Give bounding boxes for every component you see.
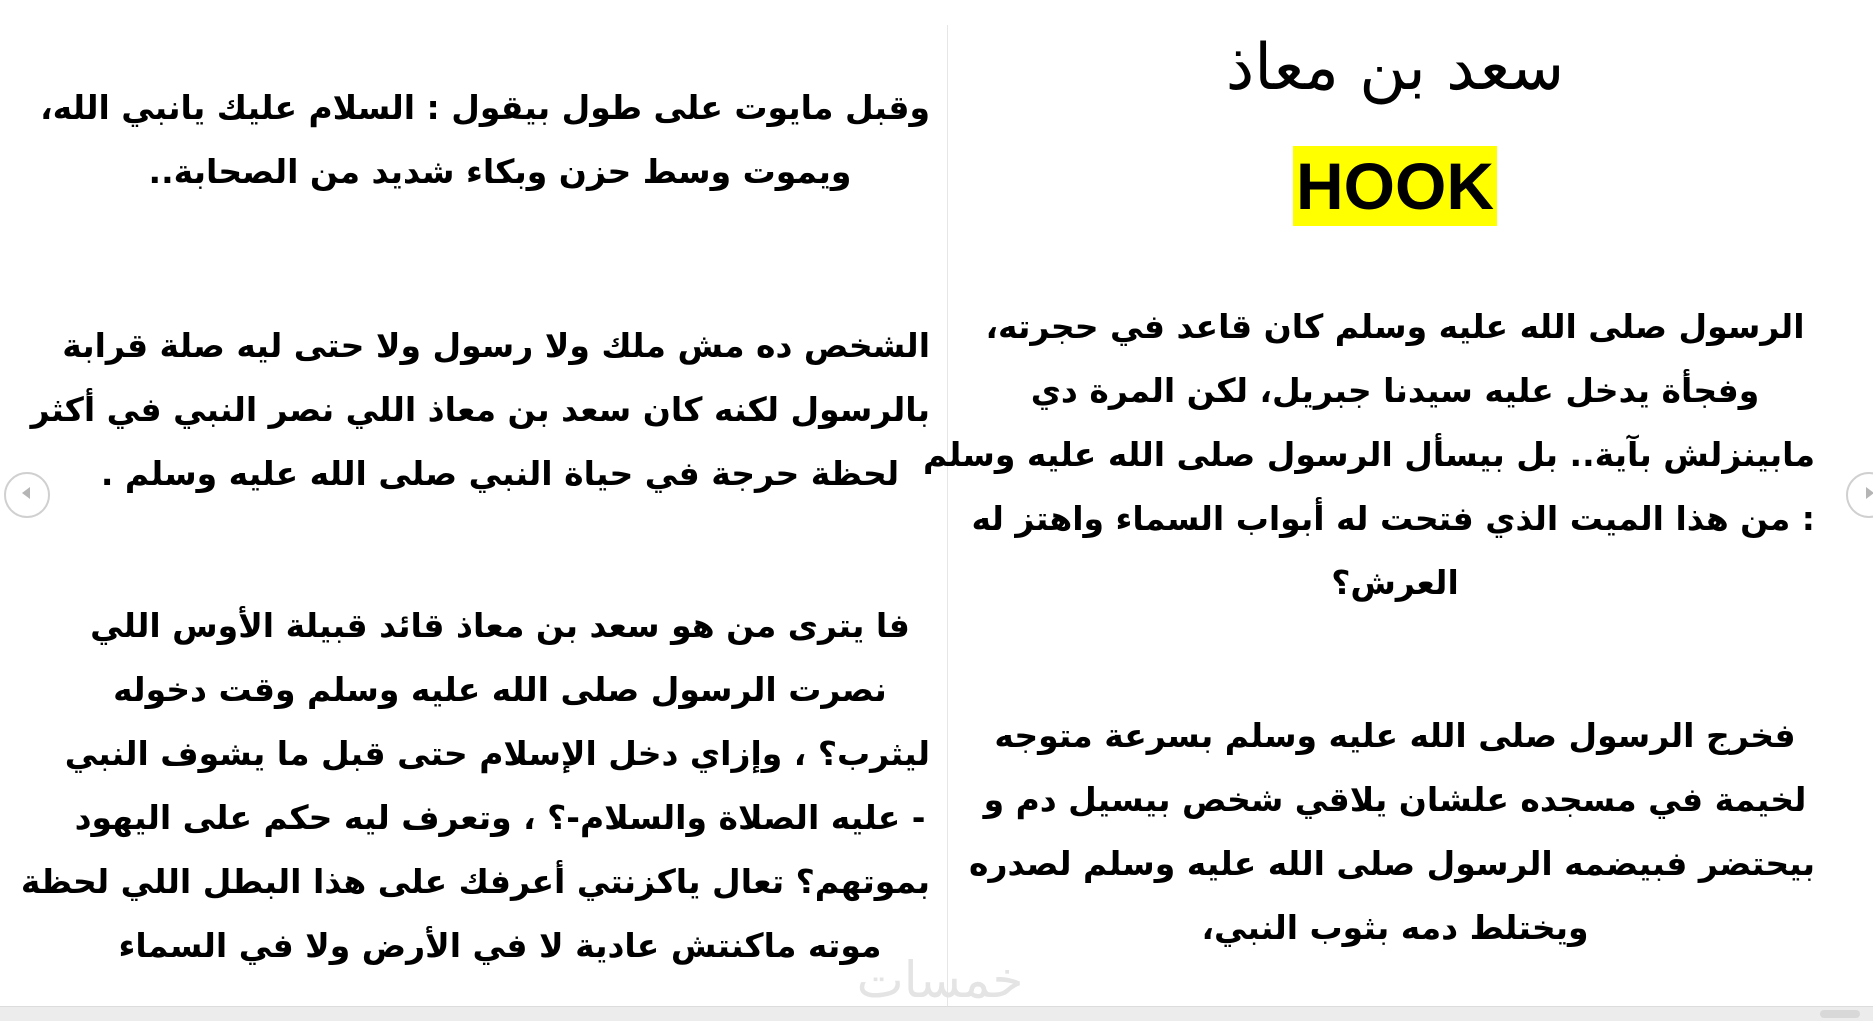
text-line: الرسول صلى الله عليه وسلم كان قاعد في حجرته، [985,307,1805,346]
page-title: سعد بن معاذ [1225,31,1565,105]
text-line: ليثرب؟ ، وإزاي دخل الإسلام حتى قبل ما يشوف النبي [64,734,930,773]
text-line: لحظة حرجة في حياة النبي صلى الله عليه وسلم . [100,454,900,493]
text-line: بيحتضر فبيضمه الرسول صلى الله عليه وسلم لصدره [969,844,1815,883]
left-page [20,0,930,1006]
left-paragraph-2 [30,314,930,506]
text-line: فخرج الرسول صلى الله عليه وسلم بسرعة متوجه [994,716,1796,755]
right-paragraph-2 [969,704,1815,960]
chevron-right-icon [1860,484,1873,506]
text-line: وقبل مايوت على طول بيقول : السلام عليك يانبي الله، [40,88,930,127]
text-line: موته ماكنتش عادية لا في الأرض ولا في السماء [118,926,882,965]
text-line: ويموت وسط حزن وبكاء شديد من الصحابة.. [148,152,852,191]
horizontal-scrollbar[interactable] [0,1006,1873,1021]
text-line: لخيمة في مسجده علشان يلاقي شخص بيسيل دم و [983,780,1807,819]
hook-heading: HOOK [1293,146,1497,226]
text-line: بموتهم؟ تعال ياكزنتي أعرفك على هذا البطل اللي لحظة [20,862,930,901]
text-line: العرش؟ [1331,563,1459,602]
previous-page-button[interactable] [4,472,50,518]
text-line: وفجأة يدخل عليه سيدنا جبريل، لكن المرة دي [1030,371,1760,410]
text-line: نصرت الرسول صلى الله عليه وسلم وقت دخوله [113,670,887,709]
scrollbar-thumb[interactable] [1820,1010,1860,1018]
text-line: مابينزلش بآية.. بل بيسأل الرسول صلى الله عليه وسلم [923,435,1815,474]
left-paragraph-3 [20,594,930,978]
text-line: فا يترى من هو سعد بن معاذ قائد قبيلة الأوس اللي [90,606,910,645]
chevron-left-icon [18,484,36,506]
right-paragraph-1 [923,295,1815,615]
text-line: - عليه الصلاة والسلام-؟ ، وتعرف ليه حكم على اليهود [74,798,926,837]
hook-heading-wrap [975,146,1815,226]
text-line: : من هذا الميت الذي فتحت له أبواب السماء واهتز له [971,499,1815,538]
watermark-logo: خمسات [856,951,1024,1006]
left-paragraph-1 [40,76,930,204]
page-divider [947,25,948,1006]
text-line: بالرسول لكنه كان سعد بن معاذ اللي نصر النبي في أكثر [30,390,930,429]
text-line: ويختلط دمه بثوب النبي، [1201,908,1589,947]
text-line: الشخص ده مش ملك ولا رسول ولا حتى ليه صلة قرابة [62,326,930,365]
